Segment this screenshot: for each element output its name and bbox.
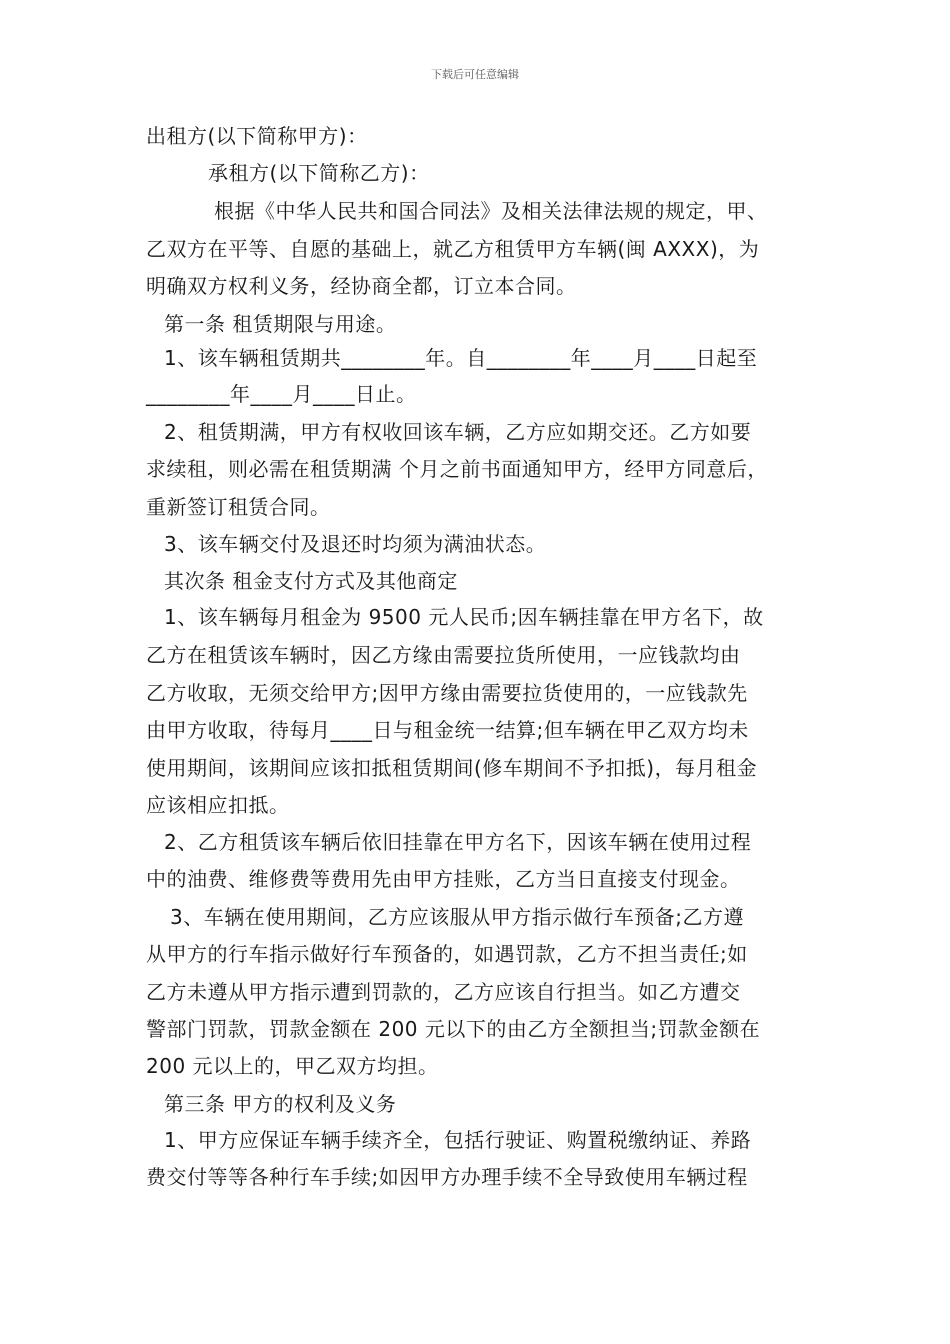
text-line: 乙方未遵从甲方指示遭到罚款的，乙方应该自行担当。如乙方遭交 xyxy=(146,980,741,1004)
text-line: ________年____月____日止。 xyxy=(146,382,417,406)
text-line: 承租方(以下简称乙方)： xyxy=(208,161,430,185)
text-line: 明确双方权利义务，经协商全都，订立本合同。 xyxy=(146,274,577,298)
text-line: 1、该车辆每月租金为 9500 元人民币;因车辆挂靠在甲方名下，故 xyxy=(164,605,764,629)
text-line: 求续租，则必需在租赁期满 个月之前书面通知甲方，经甲方同意后， xyxy=(146,457,768,481)
text-line: 2、租赁期满，甲方有权收回该车辆，乙方应如期交还。乙方如要 xyxy=(164,420,752,444)
text-line: 1、甲方应保证车辆手续齐全，包括行驶证、购置税缴纳证、养路 xyxy=(164,1128,752,1152)
text-line: 乙方收取，无须交给甲方;因甲方缘由需要拉货使用的，一应钱款先 xyxy=(146,681,748,705)
text-line: 应该相应扣抵。 xyxy=(146,793,290,817)
text-line: 乙方在租赁该车辆时，因乙方缘由需要拉货所使用，一应钱款均由 xyxy=(146,643,741,667)
text-line: 3、该车辆交付及退还时均须为满油状态。 xyxy=(164,532,547,556)
text-line: 重新签订租赁合同。 xyxy=(146,495,331,519)
page-header: 下载后可任意编辑 xyxy=(431,68,519,81)
text-line: 乙双方在平等、自愿的基础上，就乙方租赁甲方车辆(闽 AXXX)，为 xyxy=(146,237,760,261)
text-line: 使用期间，该期间应该扣抵租赁期间(修车期间不予扣抵)，每月租金 xyxy=(146,756,758,780)
text-line: 2、乙方租赁该车辆后依旧挂靠在甲方名下，因该车辆在使用过程 xyxy=(164,830,752,854)
text-line: 3、车辆在使用期间，乙方应该服从甲方指示做行车预备;乙方遵 xyxy=(170,905,744,929)
section-heading: 第一条 租赁期限与用途。 xyxy=(164,312,397,336)
section-heading: 第三条 甲方的权利及义务 xyxy=(164,1092,397,1116)
text-line: 200 元以上的，甲乙双方均担。 xyxy=(146,1054,439,1078)
text-line: 警部门罚款，罚款金额在 200 元以下的由乙方全额担当;罚款金额在 xyxy=(146,1017,761,1041)
text-line: 出租方(以下简称甲方)： xyxy=(146,124,368,148)
text-line: 从甲方的行车指示做好行车预备的，如遇罚款，乙方不担当责任;如 xyxy=(146,942,748,966)
section-heading: 其次条 租金支付方式及其他商定 xyxy=(164,569,458,593)
text-line: 费交付等等各种行车手续;如因甲方办理手续不全导致使用车辆过程 xyxy=(146,1165,748,1189)
text-line: 中的油费、维修费等费用先由甲方挂账，乙方当日直接支付现金。 xyxy=(146,867,741,891)
text-line: 由甲方收取，待每月____日与租金统一结算;但车辆在甲乙双方均未 xyxy=(146,718,749,742)
text-line: 根据《中华人民共和国合同法》及相关法律法规的规定，甲、 xyxy=(214,199,768,223)
text-line: 1、该车辆租赁期共________年。自________年____月____日起至 xyxy=(164,346,758,370)
